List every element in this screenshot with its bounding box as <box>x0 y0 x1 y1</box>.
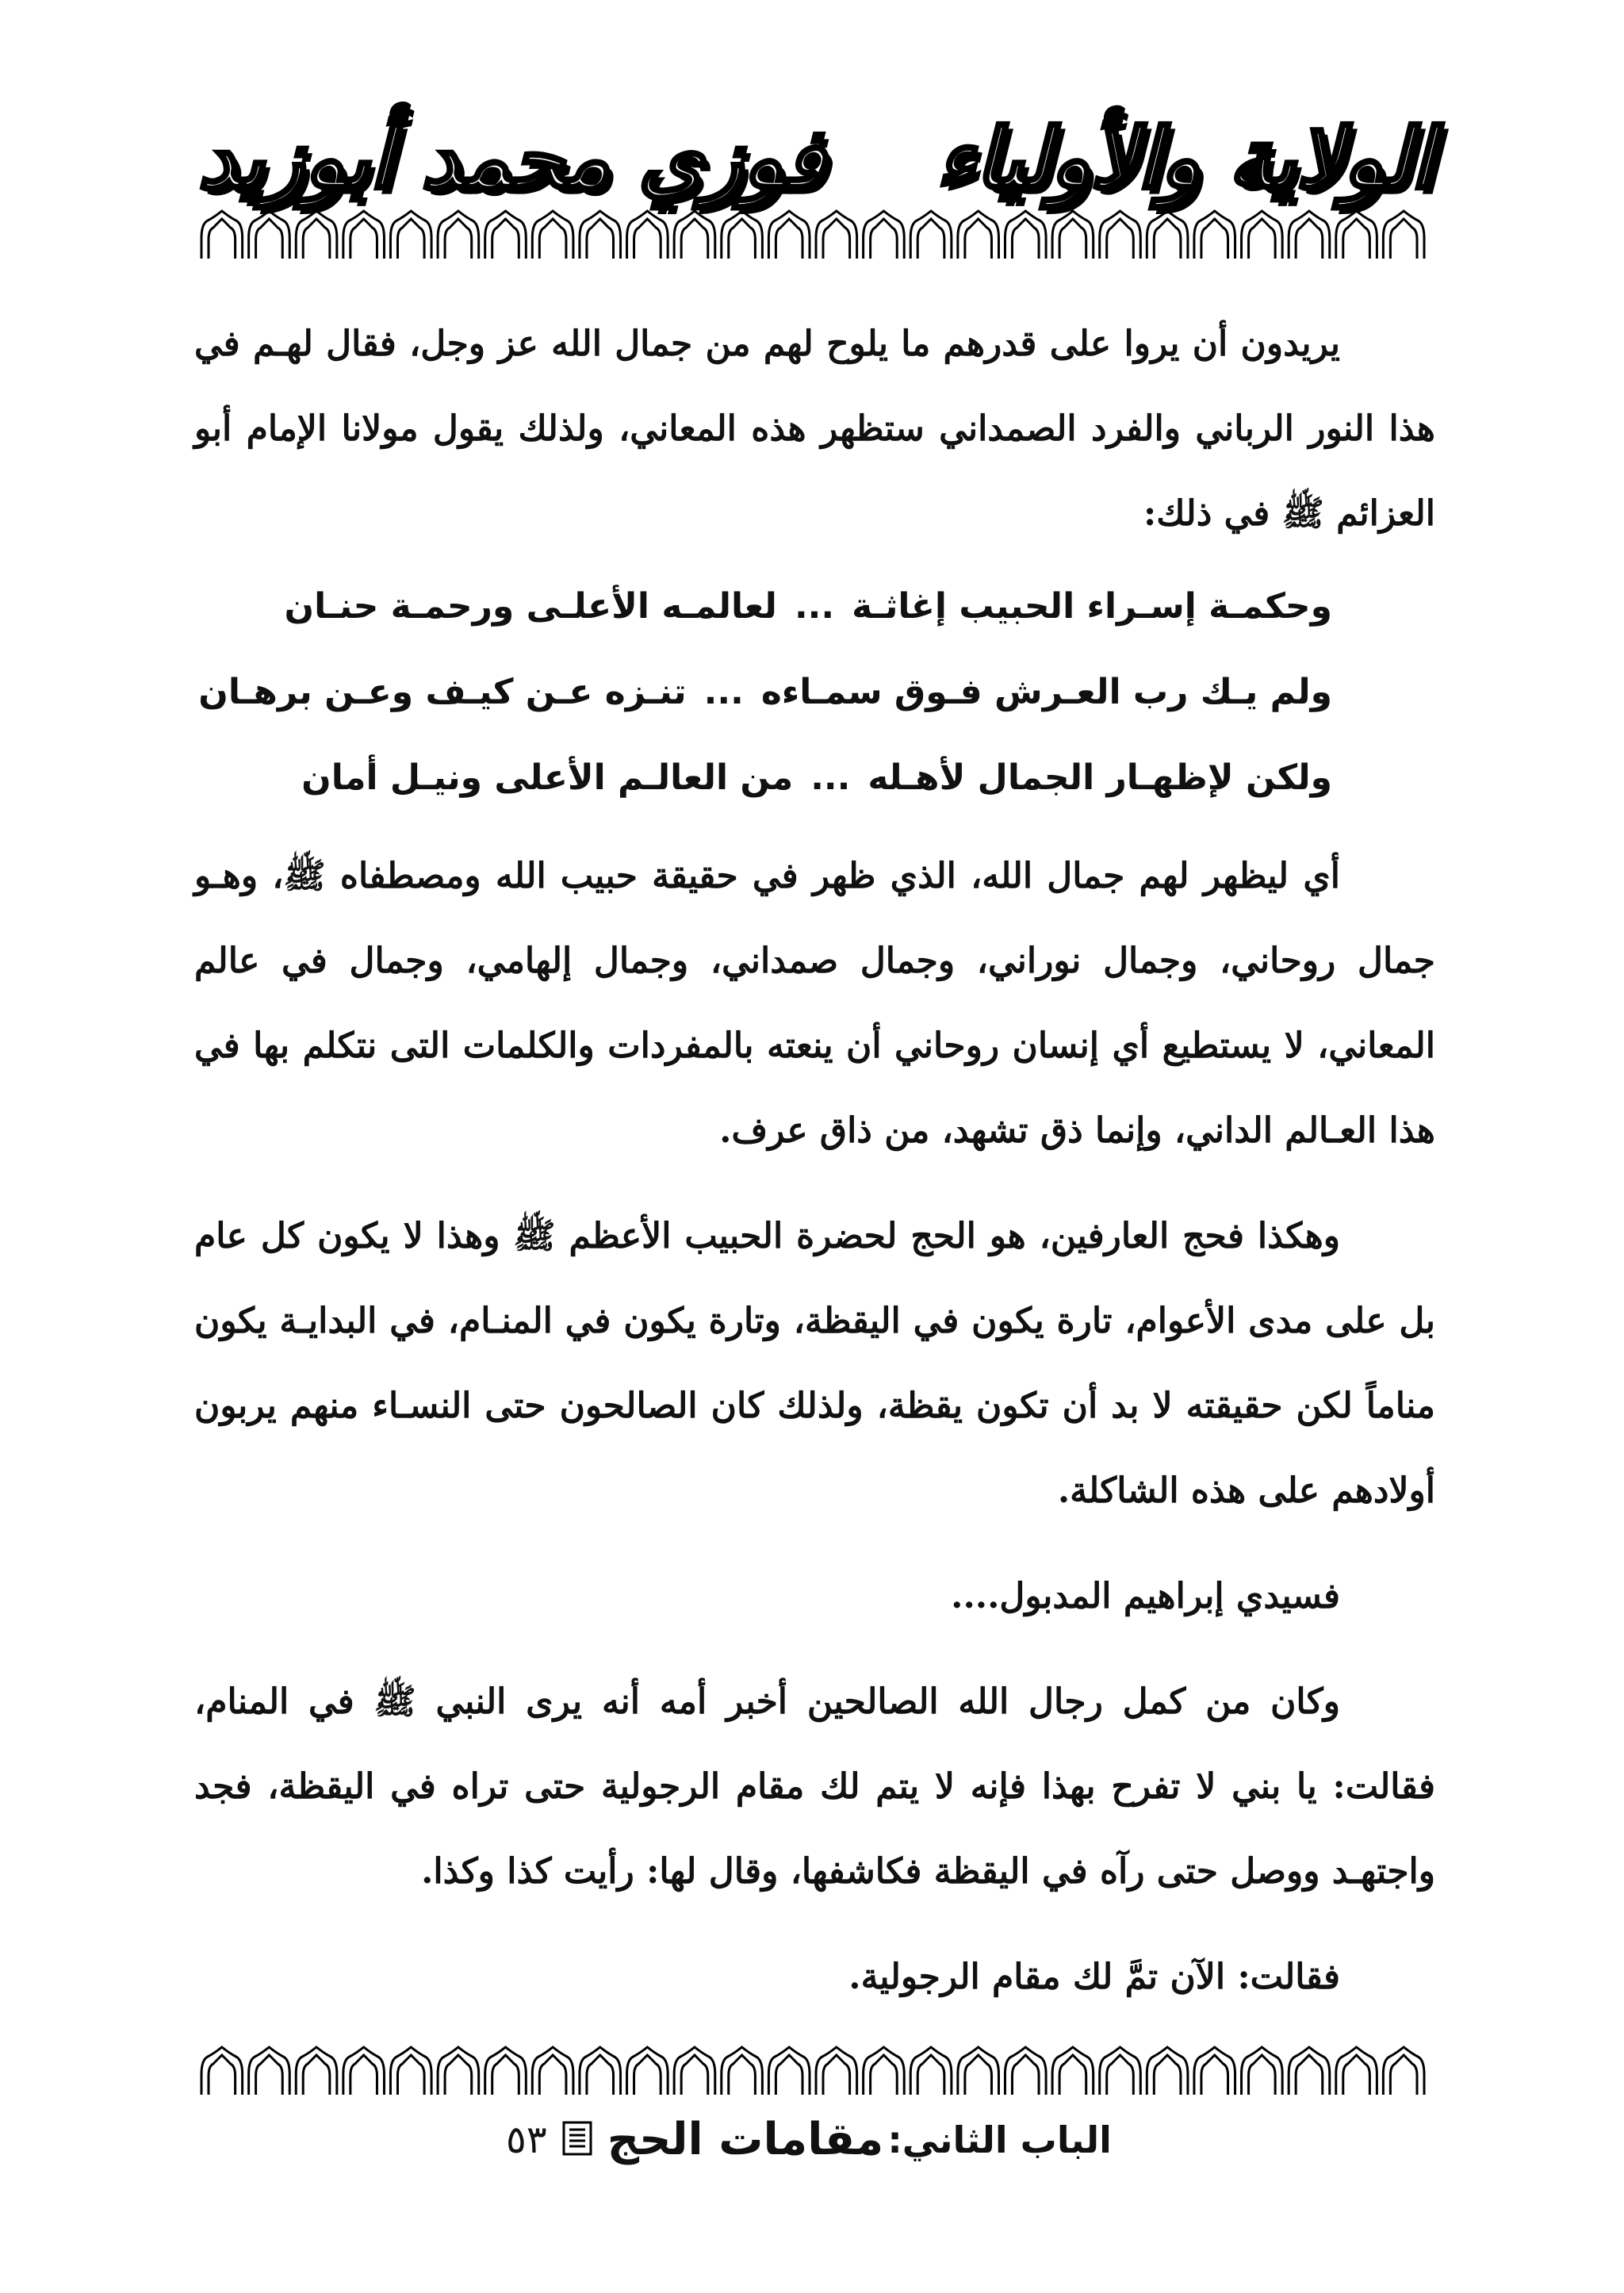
book-title: الولاية والأولياء <box>936 109 1434 207</box>
footer-section-title: مقامات الحج <box>607 2114 884 2165</box>
paragraph-1: يريدون أن يروا على قدرهم ما يلوح لهم من جمال الله عز وجل، فقال لهـم في هذا النور الرباني والفرد الصمداني ستظهر هذه المعاني، ولذلك يقول مولانا الإمام أبو العزائم ﷺ في ذلك: <box>194 324 1435 534</box>
poem <box>194 564 1435 821</box>
arch-border-bottom <box>198 2042 1427 2098</box>
page-content <box>194 301 1435 1997</box>
arch-border-top <box>198 206 1427 262</box>
verse-1-first-hemistich: وحكمـة إسـراء الحبيب إغاثـة <box>852 586 1332 627</box>
book-author: فوزي محمد أبوزيد <box>198 109 825 207</box>
verse-2-second-hemistich: تنـزه عـن كيـف وعـن برهـان <box>198 672 687 712</box>
paragraph-6: فقالت: الآن تمَّ لك مقام الرجولية. <box>848 1957 1340 1997</box>
poem-verse-2 <box>194 650 1332 735</box>
arch-ornament-path <box>201 211 1424 259</box>
footer-chapter: الباب الثاني: <box>887 2118 1112 2161</box>
arch-ornament-path <box>201 2047 1424 2095</box>
verse-3-second-hemistich: من العالـم الأعلى ونيـل أمان <box>301 757 794 798</box>
page-header <box>198 103 1434 214</box>
verse-3-first-hemistich: ولكن لإظهـار الجمال لأهـله <box>868 757 1332 798</box>
verse-2-separator: ... <box>703 672 744 712</box>
paragraph-2: أي ليظهر لهم جمال الله، الذي ظهر في حقيقة حبيب الله ومصطفاه ﷺ، وهـو جمال روحاني، وجمال نوراني، وجمال صمداني، وجمال إلهامي، وجمال في عالم المعاني، لا يستطيع أي إنسان روحاني أن ينعته بالمفردات والكلمات التى نتكلم بها في هذا العـالم الداني، وإنما ذق تشهد، من ذاق عرف. <box>194 856 1435 1151</box>
verse-2-first-hemistich: ولم يـك رب العـرش فـوق سمـاءه <box>760 672 1332 712</box>
book-icon <box>551 2121 603 2159</box>
paragraph-3: وهكذا فحج العارفين، هو الحج لحضرة الحبيب الأعظم ﷺ وهذا لا يكون كل عام بل على مدى الأعوام، تارة يكون في اليقظة، وتارة يكون في المنـام، في البدايـة يكون مناماً لكن حقيقته لا بد أن تكون يقظة، ولذلك كان الصالحون حتى النسـاء منهم يربون أولادهم على هذه الشاكلة. <box>194 1216 1435 1511</box>
page-number: ٥٣ <box>506 2117 547 2162</box>
poem-verse-3 <box>194 735 1332 821</box>
paragraph-4: فسيدي إبراهيم المدبول.... <box>951 1576 1340 1616</box>
verse-3-separator: ... <box>810 757 851 798</box>
page-footer <box>476 2114 1142 2193</box>
verse-1-second-hemistich: لعالمـه الأعلـى ورحمـة حنـان <box>284 586 777 627</box>
paragraph-5: وكان من كمل رجال الله الصالحين أخبر أمه أنه يرى النبي ﷺ في المنام، فقالت: يا بني لا تفرح بهذا فإنه لا يتم لك مقام الرجولية حتى تراه في اليقظة، فجد واجتهـد ووصل حتى رآه في اليقظة فكاشفها، وقال لها: رأيت كذا وكذا. <box>194 1681 1435 1892</box>
poem-verse-1 <box>194 564 1332 650</box>
verse-1-separator: ... <box>794 586 835 627</box>
